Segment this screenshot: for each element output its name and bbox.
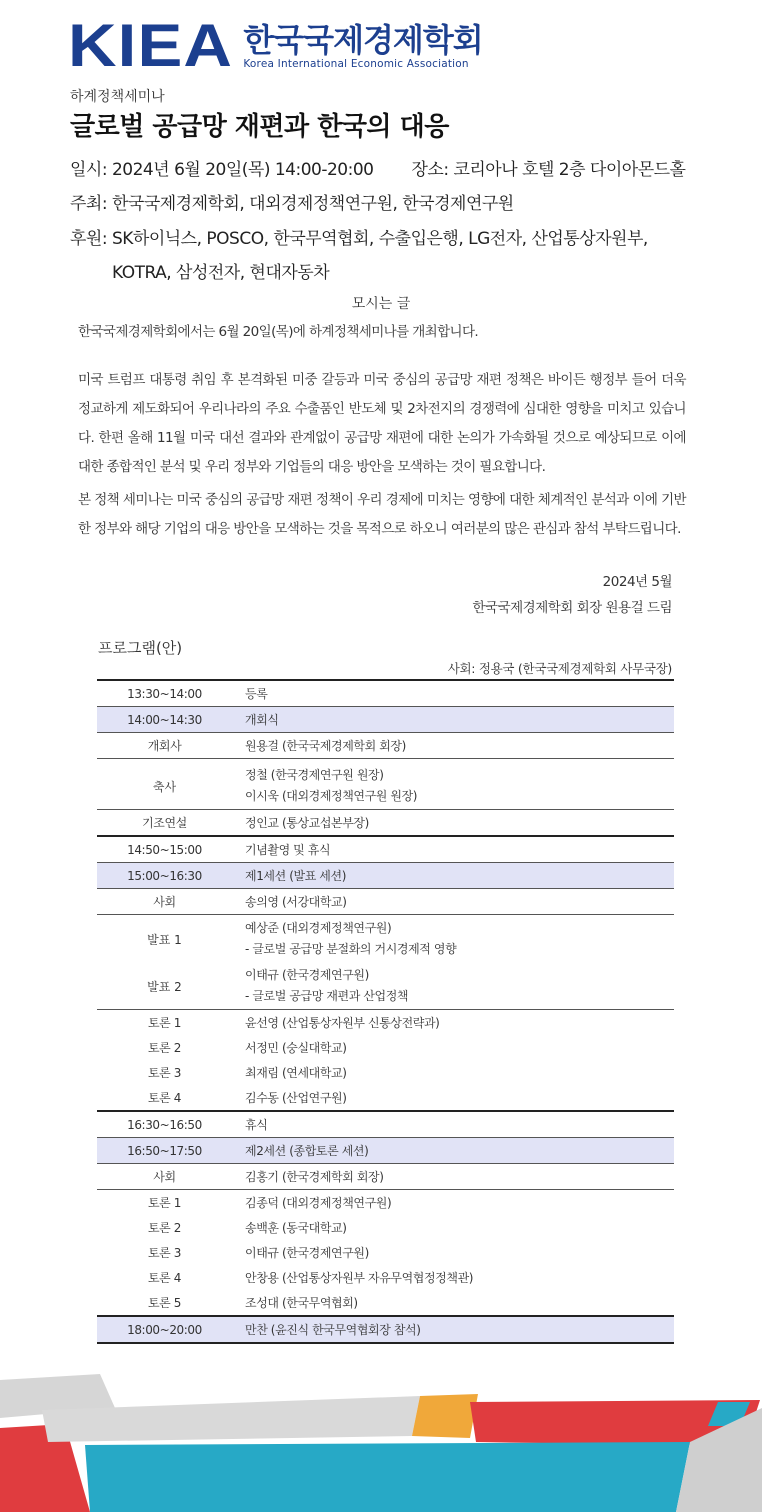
row-role: 토론 4 (147, 1091, 182, 1105)
logo-korean-name: 한국국제경제학회 (243, 21, 483, 59)
table-row (97, 1265, 674, 1290)
table-row (97, 1290, 674, 1315)
letter-signature: 한국국제경제학회 회장 원용걸 드림 (472, 600, 672, 616)
event-date: 일시: 2024년 6월 20일(목) 14:00-20:00 (70, 160, 374, 180)
table-row (97, 1035, 674, 1060)
row-role: 토론 1 (147, 1016, 182, 1030)
table-row (97, 1110, 674, 1137)
deco-orange-block (412, 1394, 478, 1438)
table-row (97, 1240, 674, 1265)
row-role: 토론 5 (147, 1296, 182, 1310)
table-row (97, 862, 674, 888)
logo-acronym: KIEA (68, 12, 234, 79)
row-role: 발표 1 (147, 932, 182, 947)
row-time: 13:30~14:00 (127, 686, 202, 701)
row-role: 사회 (153, 1170, 176, 1184)
invitation-paragraph-1: 한국국제경제학회에서는 6월 20일(목)에 하계정책세미나를 개최합니다. (78, 324, 479, 340)
row-role: 축사 (152, 779, 177, 794)
row-desc-line-2: 이시욱 (대외경제정책연구원 원장) (245, 789, 418, 803)
row-desc: 기념촬영 및 휴식 (245, 843, 331, 857)
row-desc-line-1: 정철 (한국경제연구원 원장) (245, 768, 384, 782)
date-place-line (70, 155, 685, 180)
row-desc: 제2세션 (종합토론 세션) (245, 1144, 369, 1158)
page-title: 글로벌 공급망 재편과 한국의 대응 (70, 112, 449, 142)
row-time: 14:00~14:30 (127, 712, 202, 727)
row-desc: 개회식 (245, 713, 279, 727)
row-desc: 최재림 (연세대학교) (245, 1066, 347, 1080)
row-time: 16:30~16:50 (127, 1117, 202, 1132)
table-row (97, 1163, 674, 1189)
row-desc: 등록 (245, 687, 268, 701)
table-row (97, 758, 674, 809)
program-title: 프로그램(안) (98, 639, 183, 657)
row-desc: 만찬 (윤진식 한국무역협회장 참석) (245, 1323, 421, 1337)
row-desc: 안창용 (산업통상자원부 자유무역협정정책관) (245, 1271, 474, 1285)
row-desc: 제1세션 (발표 세션) (245, 869, 346, 883)
table-row (97, 706, 674, 732)
table-row (97, 1009, 674, 1035)
row-desc-line-2: - 글로벌 공급망 분절화의 거시경제적 영향 (245, 942, 457, 956)
event-type: 하계정책세미나 (70, 89, 165, 105)
row-role: 발표 2 (147, 979, 182, 994)
row-desc: 김종덕 (대외경제정책연구원) (245, 1196, 392, 1210)
row-desc: 조성대 (한국무역협회) (245, 1296, 358, 1310)
program-table (97, 679, 674, 1344)
event-place: 장소: 코리아나 호텔 2층 다이아몬드홀 (411, 160, 686, 180)
row-desc: 김수동 (산업연구원) (245, 1091, 347, 1105)
table-row (97, 1189, 674, 1215)
table-row (97, 732, 674, 758)
row-role: 사회 (153, 895, 176, 909)
row-role: 토론 2 (147, 1041, 182, 1055)
table-row (97, 679, 674, 706)
table-row (97, 1215, 674, 1240)
row-role: 개회사 (147, 739, 182, 753)
row-desc: 휴식 (245, 1118, 268, 1132)
table-bottom-rule (97, 1342, 674, 1344)
table-row (97, 888, 674, 914)
table-row (97, 1137, 674, 1163)
kiea-logo (68, 12, 483, 79)
sponsor-line-1: 후원: SK하이닉스, POSCO, 한국무역협회, 수출입은행, LG전자, 산업통상자원부, (70, 229, 648, 249)
program-emcee: 사회: 정용국 (한국국제경제학회 사무국장) (447, 661, 672, 676)
row-role: 토론 2 (147, 1221, 182, 1235)
row-role: 기조연설 (142, 816, 187, 830)
row-desc: 윤선영 (산업통상자원부 신통상전략과) (245, 1016, 440, 1030)
logo-english-name: Korea International Economic Association (243, 58, 469, 70)
letter-date: 2024년 5월 (602, 574, 672, 590)
row-desc: 원용걸 (한국국제경제학회 회장) (245, 739, 406, 753)
row-desc-line-1: 이태규 (한국경제연구원) (245, 968, 369, 982)
row-desc: 서정민 (숭실대학교) (245, 1041, 347, 1055)
table-row (97, 1085, 674, 1110)
row-time: 18:00~20:00 (127, 1322, 202, 1337)
table-row (97, 835, 674, 862)
row-desc: 김홍기 (한국경제학회 회장) (245, 1170, 384, 1184)
row-role: 토론 3 (147, 1066, 182, 1080)
deco-teal-block (85, 1442, 690, 1512)
table-row (97, 1060, 674, 1085)
invitation-heading: 모시는 글 (351, 296, 411, 312)
row-time: 14:50~15:00 (127, 842, 202, 857)
decorative-color-blocks (0, 1360, 762, 1512)
table-row (97, 809, 674, 835)
row-time: 15:00~16:30 (127, 868, 202, 883)
invitation-paragraph-3: 본 정책 세미나는 미국 중심의 공급망 재편 정책이 우리 경제에 미치는 영향에 대한 체계적인 분석과 이에 기반한 정부와 해당 기업의 대응 방안을 모색하는 것을 목적으로 하오니 여러분의 많은 관심과 참석 부탁드립니다. (78, 492, 686, 537)
row-desc: 송백훈 (동국대학교) (245, 1221, 347, 1235)
row-desc: 정인교 (통상교섭본부장) (245, 816, 369, 830)
row-role: 토론 3 (147, 1246, 182, 1260)
row-role: 토론 1 (147, 1196, 182, 1210)
row-desc: 송의영 (서강대학교) (245, 895, 347, 909)
row-time: 16:50~17:50 (127, 1143, 202, 1158)
row-desc-line-1: 예상준 (대외경제정책연구원) (245, 921, 392, 935)
row-role: 토론 4 (147, 1271, 182, 1285)
invitation-paragraph-2: 미국 트럼프 대통령 취임 후 본격화된 미중 갈등과 미국 중심의 공급망 재편 정책은 바이든 행정부 들어 더욱 정교하게 제도화되어 우리나라의 주요 수출품인 반도체 및 2차전지의 경쟁력에 심대한 영향을 미치고 있습니다. 한편 올해 11월 미국 대선 결과와 관계없이 공급망 재편에 대한 논의가 가속화될 것으로 예상되므로 이에 대한 종합적인 분석 및 우리 정부와 기업들의 대응 방안을 모색하는 것이 필요합니다. (78, 372, 686, 475)
sponsor-line-2: KOTRA, 삼성전자, 현대자동차 (112, 263, 330, 283)
table-row (97, 1315, 674, 1342)
host-line: 주최: 한국국제경제학회, 대외경제정책연구원, 한국경제연구원 (70, 194, 514, 214)
row-desc-line-2: - 글로벌 공급망 재편과 산업정책 (245, 989, 409, 1003)
table-row (97, 960, 674, 1009)
table-row (97, 914, 674, 960)
row-desc: 이태규 (한국경제연구원) (245, 1246, 369, 1260)
